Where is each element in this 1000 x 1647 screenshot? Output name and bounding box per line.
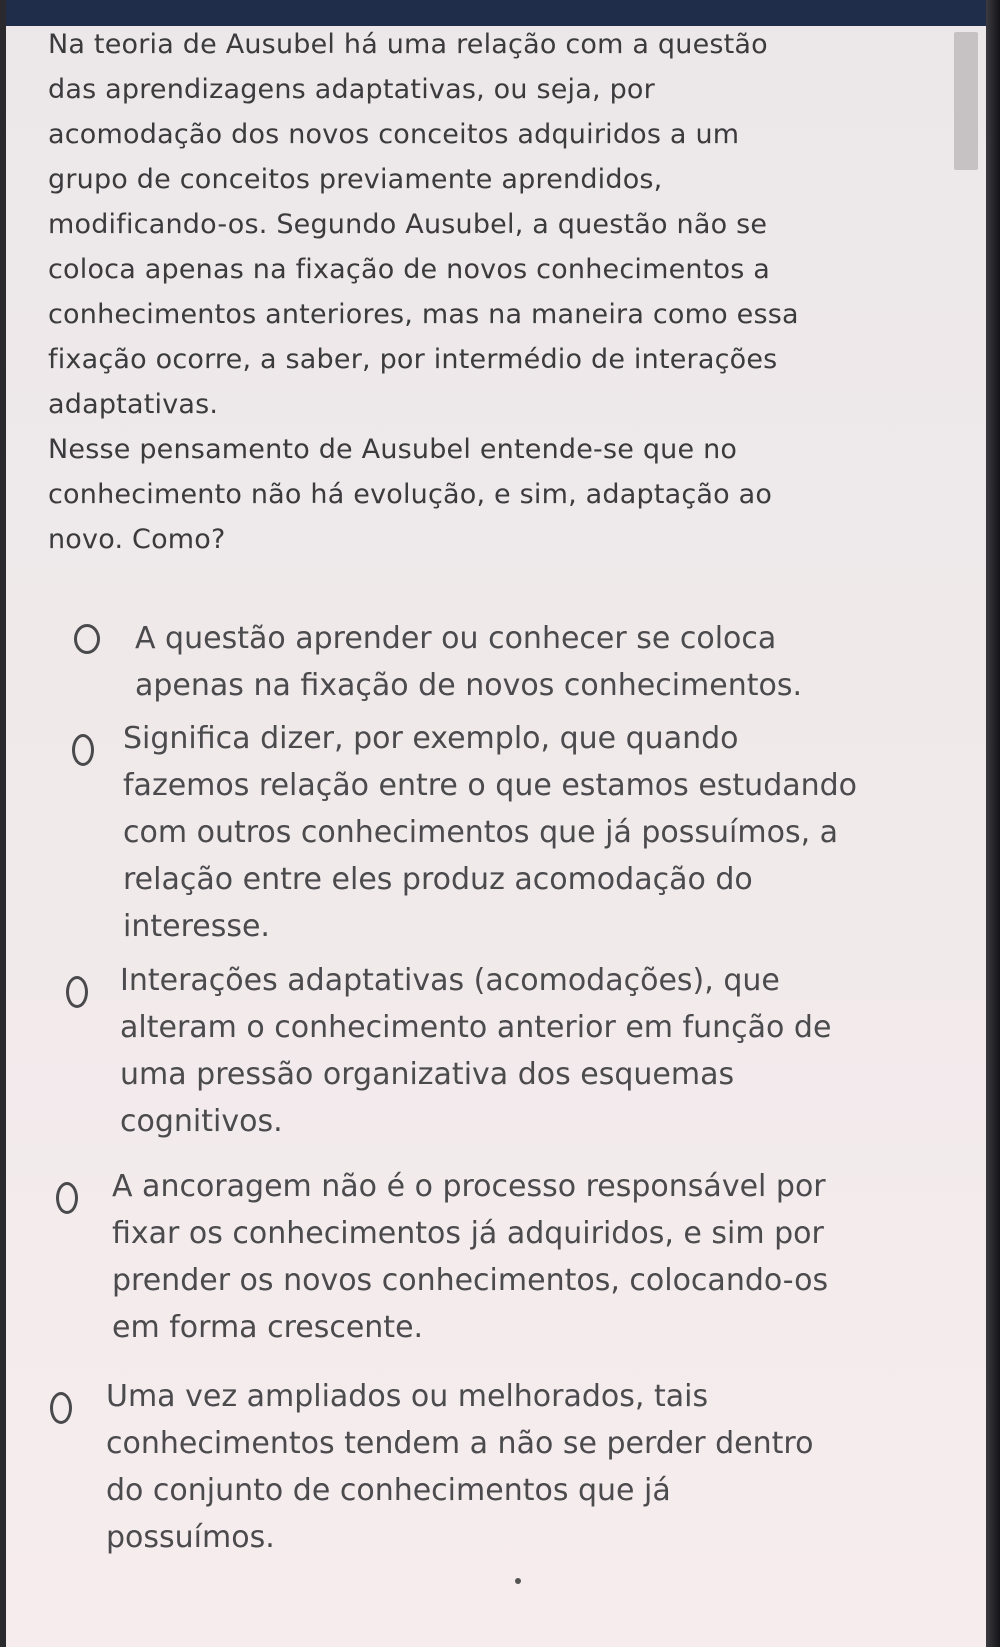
answer-option-c-text: Interações adaptativas (acomodações), que alteram o conhecimento anterior em função de uma pressão organizativa dos esquemas cognitivos. bbox=[120, 963, 832, 1139]
scrollbar-thumb[interactable] bbox=[954, 32, 978, 170]
screen-speck bbox=[515, 1578, 521, 1584]
radio-button-e[interactable] bbox=[50, 1392, 72, 1424]
answer-option-d-text: A ancoragem não é o processo responsável por fixar os conhecimentos já adquiridos, e sim por prender os novos conhecimentos, colocando-os em forma crescente. bbox=[112, 1169, 829, 1345]
question-paragraph-1: Na teoria de Ausubel há uma relação com a questão das aprendizagens adaptativas, ou seja, por acomodação dos novos conceitos adquiridos a um grupo de conceitos previamente aprendidos, modificando-os. Segundo Ausubel, a questão não se coloca apenas na fixação de novos conhecimentos a conhecimentos anteriores, mas na maneira como essa fixação ocorre, a saber, por intermédio de interações adaptativas. bbox=[48, 29, 799, 420]
radio-button-b[interactable] bbox=[72, 734, 94, 766]
answer-option-a-text: A questão aprender ou conhecer se coloca apenas na fixação de novos conhecimentos. bbox=[135, 621, 803, 703]
radio-button-d[interactable] bbox=[56, 1182, 78, 1214]
question-text bbox=[48, 22, 928, 562]
answer-option-e-text: Uma vez ampliados ou melhorados, tais conhecimentos tendem a não se perder dentro do conjunto de conhecimentos que já possuímos. bbox=[106, 1379, 814, 1555]
answer-option-b-text: Significa dizer, por exemplo, que quando fazemos relação entre o que estamos estudando com outros conhecimentos que já possuímos, a relação entre eles produz acomodação do interesse. bbox=[123, 721, 858, 944]
screen-edge-right bbox=[986, 0, 1000, 1647]
radio-button-c[interactable] bbox=[66, 976, 88, 1008]
screen-edge-left bbox=[0, 0, 6, 1647]
question-paragraph-2: Nesse pensamento de Ausubel entende-se que no conhecimento não há evolução, e sim, adaptação ao novo. Como? bbox=[48, 434, 773, 555]
radio-button-a[interactable] bbox=[74, 624, 100, 654]
